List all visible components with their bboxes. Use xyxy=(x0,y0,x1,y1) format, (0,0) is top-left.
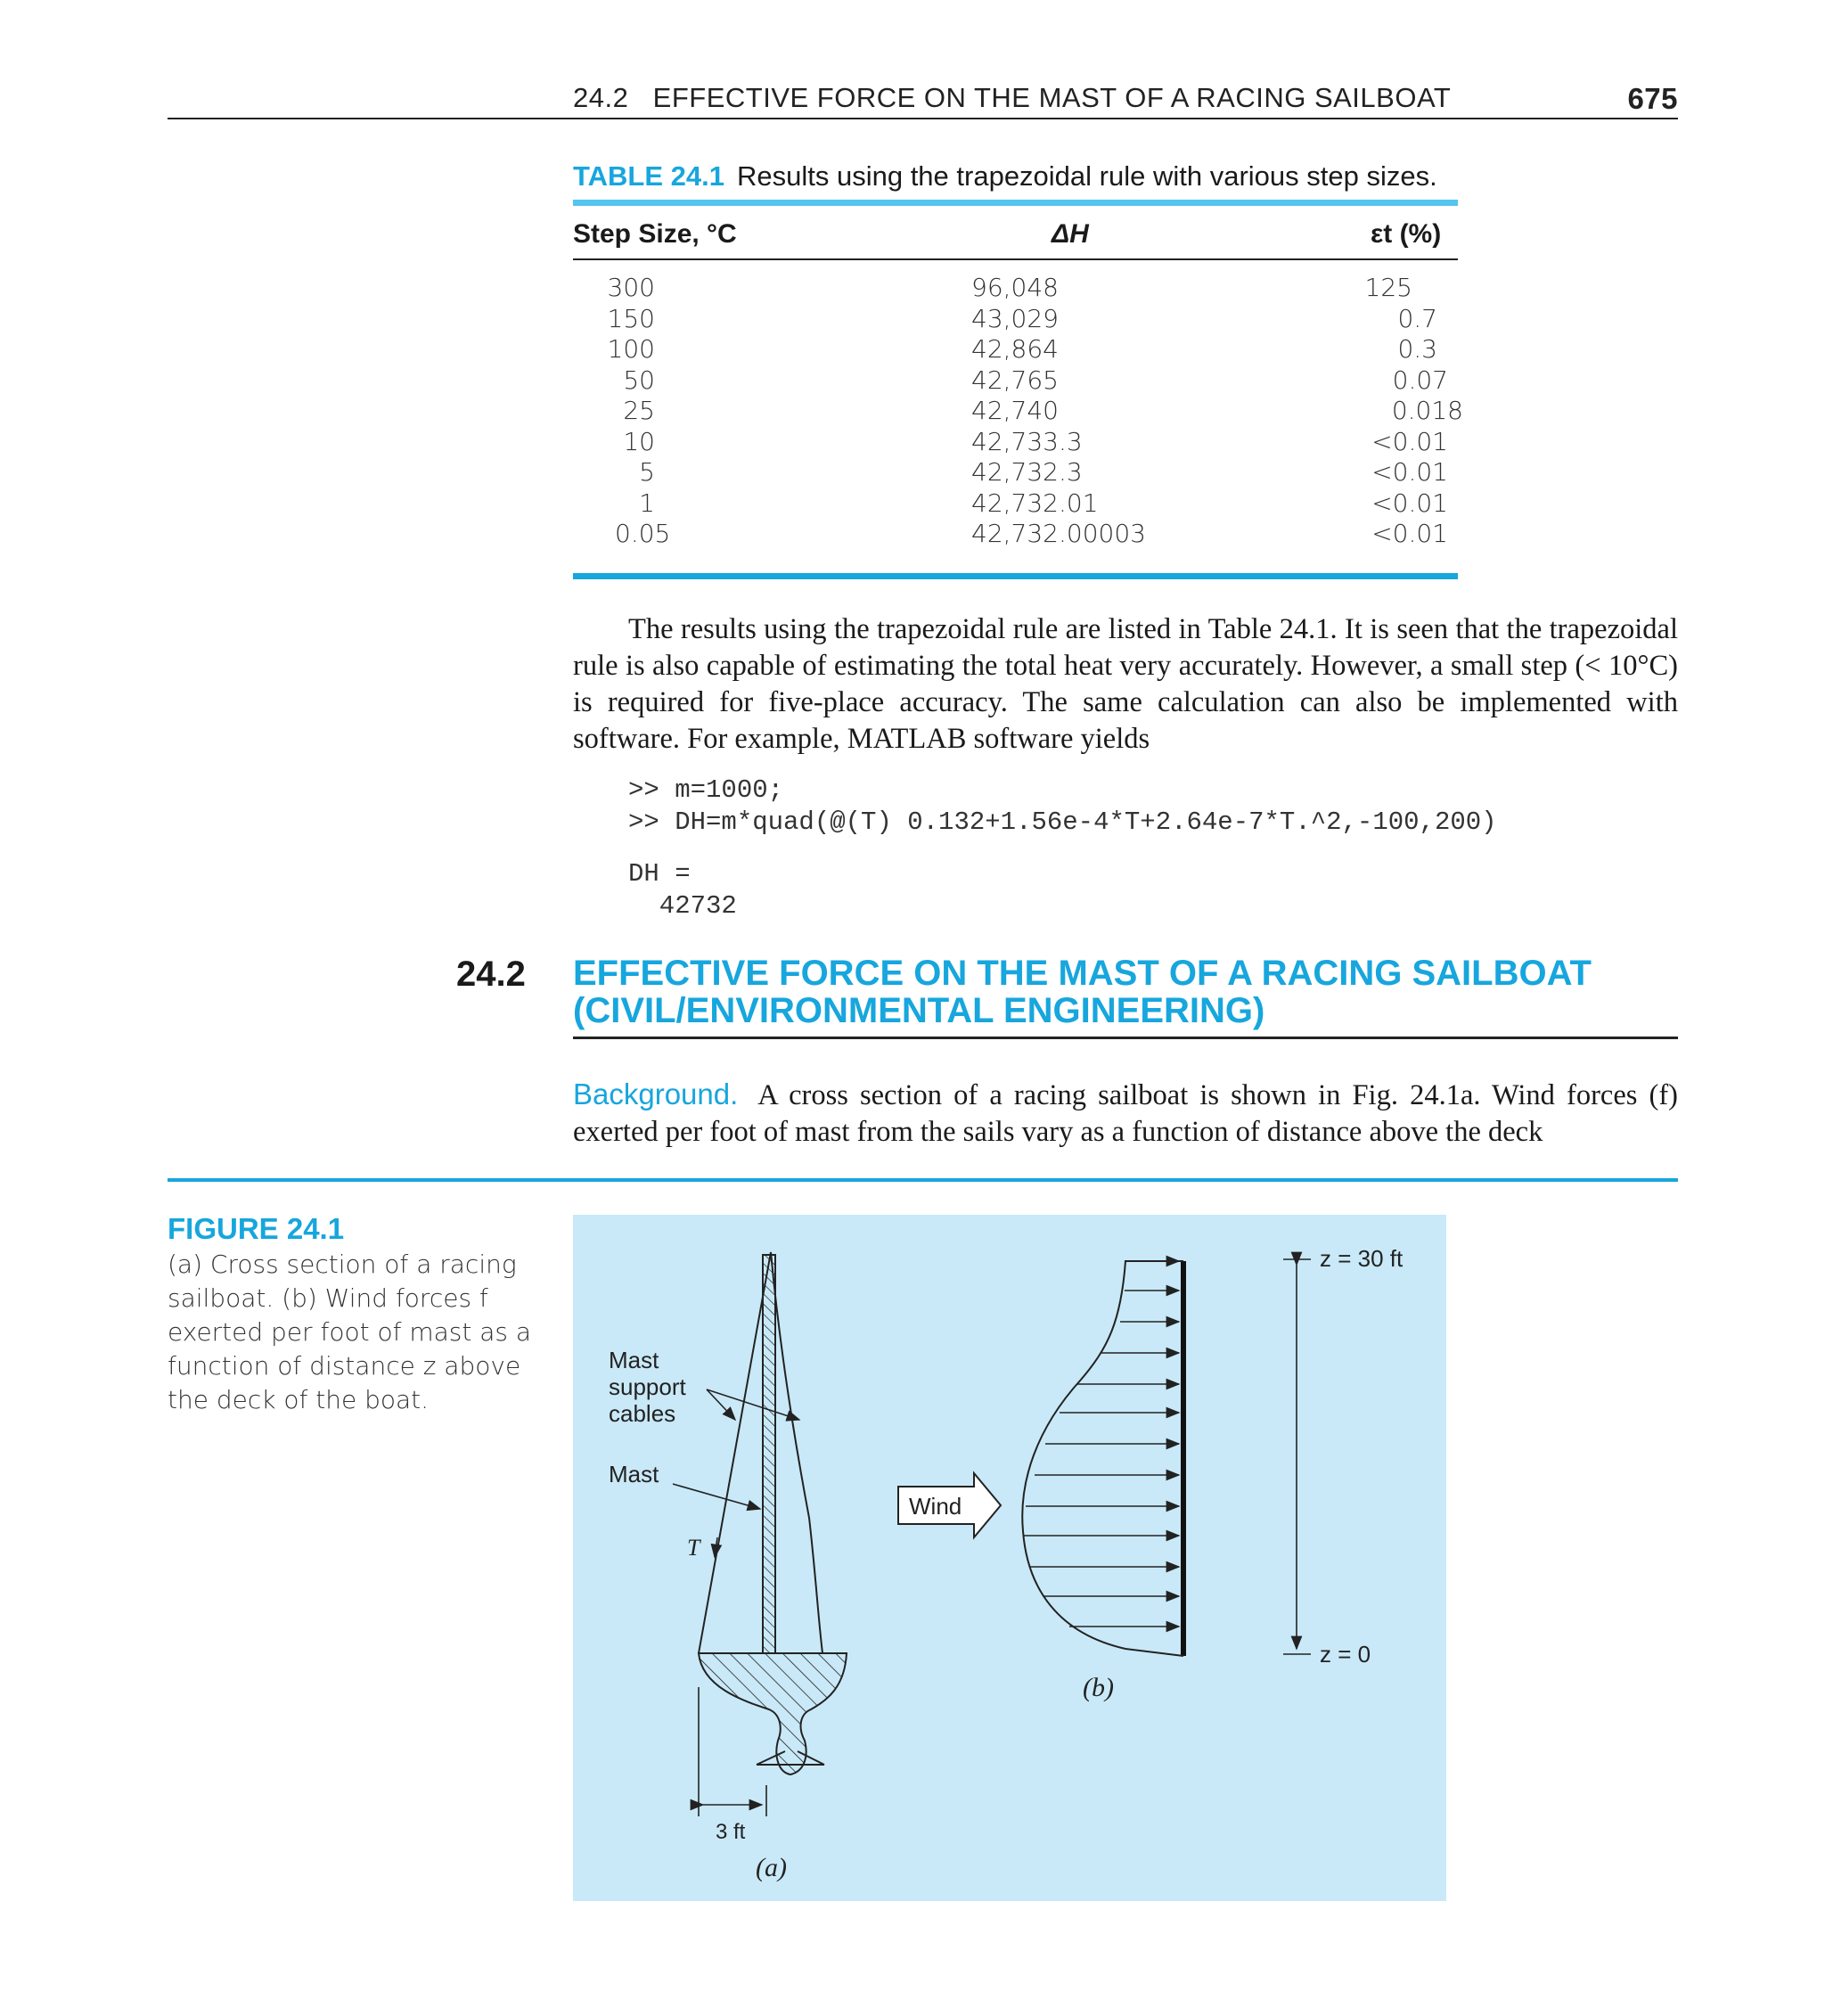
column-header-delta-h: ΔH xyxy=(1052,219,1089,249)
table-top-rule xyxy=(573,200,1458,206)
mast-shape xyxy=(763,1255,775,1653)
table-cell: 0.3 xyxy=(1397,334,1437,364)
background-paragraph xyxy=(573,1076,1678,1151)
code-line: >> m=1000; xyxy=(628,775,784,805)
force-arrows xyxy=(1024,1261,1179,1627)
table-label: TABLE 24.1 xyxy=(573,160,724,192)
column-header-error: εt (%) xyxy=(1371,219,1442,249)
section-title xyxy=(573,955,1678,1029)
section-title-line: (CIVIL/ENVIRONMENTAL ENGINEERING) xyxy=(573,991,1265,1030)
sail-outline xyxy=(699,1252,822,1653)
table-cell: 42,733.3 xyxy=(971,426,1083,456)
table-cell: 0.07 xyxy=(1392,365,1448,395)
table-cell: 0.05 xyxy=(615,519,671,548)
table-cell: <0.01 xyxy=(1371,519,1448,548)
running-title: 24.2 EFFECTIVE FORCE ON THE MAST OF A RACING SAILBOAT xyxy=(573,82,1452,113)
section-number: 24.2 xyxy=(456,955,526,994)
table-cell: <0.01 xyxy=(1371,426,1448,456)
table-cell: 10 xyxy=(623,426,655,456)
table-cell: 50 xyxy=(623,365,655,395)
section-rule xyxy=(573,1037,1678,1039)
table-cell: 1 xyxy=(639,488,655,518)
mast-label: Mast xyxy=(609,1461,659,1487)
table-column-delta-h xyxy=(971,273,1239,550)
table-cell: 150 xyxy=(607,303,655,333)
table-cell: 100 xyxy=(607,334,655,364)
body-paragraph: The results using the trapezoidal rule are listed in Table 24.1. It is seen that the trapezoidal rule is also capable of estimating the total heat very accurately. However, a small step (< 10°C) is required for five-place accuracy. The same calculation can also be implemented with software. For example, MATLAB software yields xyxy=(573,613,1678,755)
table-column-error xyxy=(1341,273,1463,550)
sailboat-cross-section xyxy=(609,1252,847,1882)
table-caption xyxy=(573,160,1464,193)
figure-panel xyxy=(573,1215,1446,1901)
table-cell: 42,732.01 xyxy=(971,488,1099,518)
code-line: >> DH=m*quad(@(T) 0.132+1.56e-4*T+2.64e-7*T.^2,-100,200) xyxy=(628,807,1497,837)
table-header-rule xyxy=(573,258,1458,260)
table-bottom-rule xyxy=(573,573,1458,579)
running-header xyxy=(573,82,1678,118)
z-top-label: z = 30 ft xyxy=(1320,1245,1404,1272)
mast-support-label: cables xyxy=(609,1400,676,1427)
header-rule xyxy=(168,118,1678,119)
table-cell: 96,048 xyxy=(971,273,1059,302)
wind-arrow xyxy=(898,1473,1001,1537)
mast-support-label: Mast xyxy=(609,1347,659,1373)
part-a-label: (a) xyxy=(756,1853,787,1882)
table-cell: 42,864 xyxy=(971,334,1059,364)
table-column-step-size xyxy=(588,273,671,550)
width-label: 3 ft xyxy=(716,1820,746,1844)
table-cell: <0.01 xyxy=(1371,457,1448,487)
table-cell: 42,740 xyxy=(971,396,1059,425)
table-cell: <0.01 xyxy=(1371,488,1448,518)
mast-support-label: support xyxy=(609,1373,686,1400)
background-text: A cross section of a racing sailboat is shown in Fig. 24.1a. Wind forces (f) exerted per foot of mast from the sails vary as a function of distance above the deck xyxy=(573,1079,1678,1148)
wind-label: Wind xyxy=(909,1493,962,1520)
table-cell: 5 xyxy=(639,457,655,487)
table-cell: 42,732.3 xyxy=(971,457,1083,487)
background-lead: Background. xyxy=(573,1078,739,1110)
height-dimension xyxy=(1283,1245,1404,1668)
page-number: 675 xyxy=(1627,82,1678,115)
table-cell: 125 xyxy=(1364,273,1412,302)
leader-line xyxy=(673,1484,760,1509)
table-caption-text: Results using the trapezoidal rule with various step sizes. xyxy=(736,160,1437,192)
table-cell: 0.7 xyxy=(1397,303,1437,333)
section-title-line: EFFECTIVE FORCE ON THE MAST OF A RACING SAILBOAT xyxy=(573,954,1592,993)
code-line: DH = xyxy=(628,859,691,889)
z-bottom-label: z = 0 xyxy=(1320,1641,1371,1668)
part-b-label: (b) xyxy=(1083,1673,1114,1702)
table-cell: 43,029 xyxy=(971,303,1059,333)
table-cell: 25 xyxy=(623,396,655,425)
figure-illustration xyxy=(573,1215,1446,1901)
table-cell: 0.018 xyxy=(1391,396,1463,425)
table-cell: 42,732.00003 xyxy=(971,519,1146,548)
wind-force-diagram xyxy=(1022,1261,1183,1702)
figure-rule xyxy=(168,1178,1678,1182)
figure-label: FIGURE 24.1 xyxy=(168,1212,345,1245)
table-cell: 42,765 xyxy=(971,365,1059,395)
column-header-step-size: Step Size, °C xyxy=(573,219,737,249)
tension-label: T xyxy=(687,1535,700,1561)
code-line: 42732 xyxy=(628,891,737,921)
figure-caption: (a) Cross section of a racing sailboat. (b) Wind forces f exerted per foot of mast as a function of distance z above the deck of the boat. xyxy=(168,1250,532,1414)
table-cell: 300 xyxy=(607,273,655,302)
